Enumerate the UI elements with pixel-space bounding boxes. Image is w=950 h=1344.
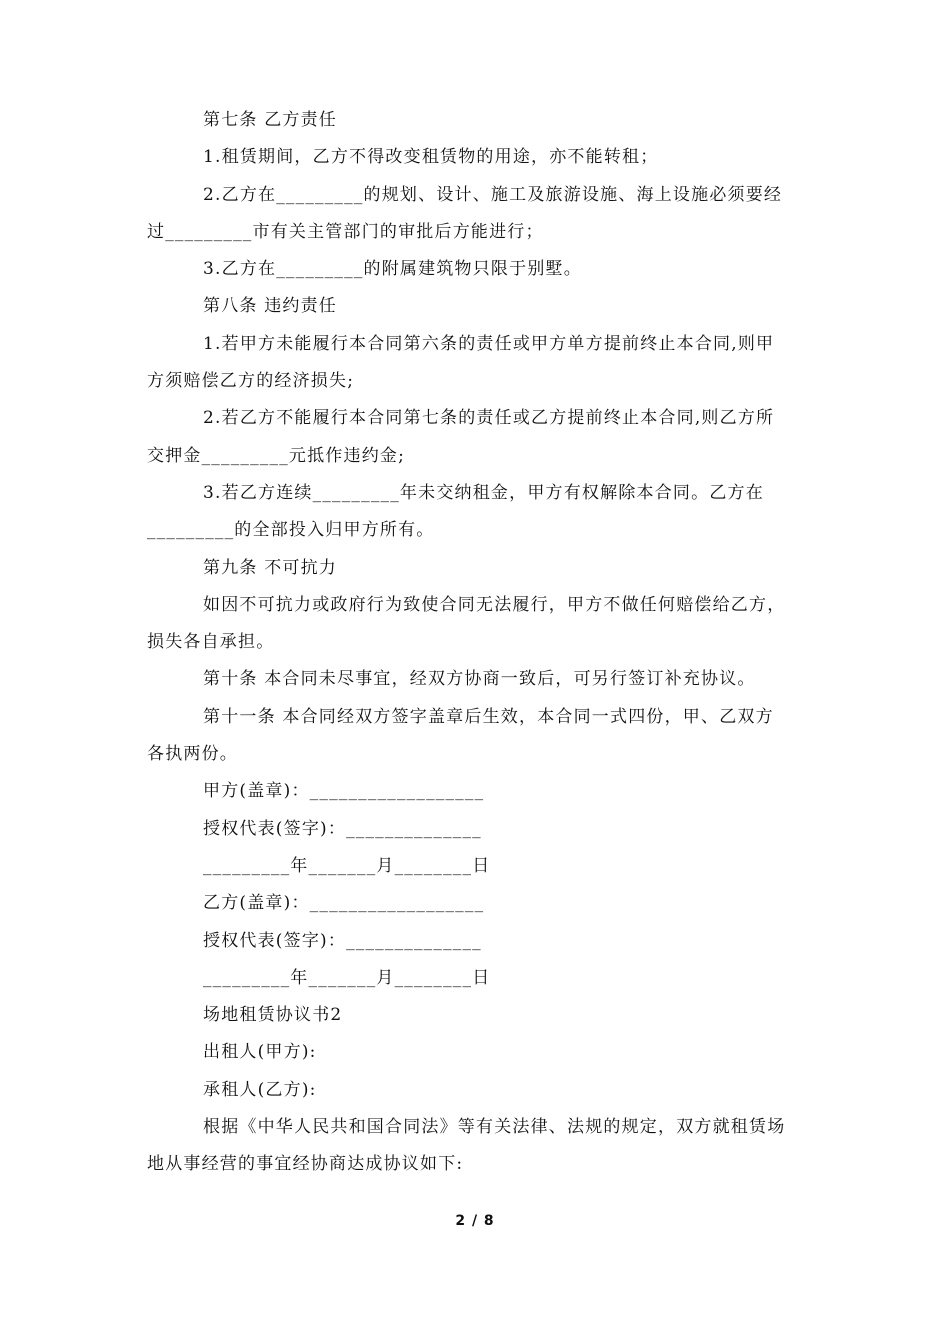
article-10: 第十条 本合同未尽事宜，经双方协商一致后，可另行签订补充协议。 [203,669,756,690]
article-8-clause-3: 3.若乙方连续_________年未交纳租金，甲方有权解除本合同。乙方在 [203,482,764,503]
article-8-clause-2: 2.若乙方不能履行本合同第七条的责任或乙方提前终止本合同,则乙方所 [203,408,775,429]
article-7-clause-1: 1.租赁期间，乙方不得改变租赁物的用途，亦不能转租； [203,147,659,168]
party-b-seal-line: 乙方(盖章)：__________________ [203,893,485,914]
article-8-clause-3-cont: _________的全部投入归甲方所有。 [147,520,435,541]
party-a-date-line: _________年_______月________日 [203,855,491,876]
article-11-cont: 各执两份。 [147,744,238,765]
page-number: 2 / 8 [455,1213,495,1229]
article-8-clause-1-cont: 方须赔偿乙方的经济损失; [147,371,355,392]
lessee-line: 承租人(乙方): [203,1079,317,1100]
party-b-date-line: _________年_______月________日 [203,967,491,988]
article-7-clause-3: 3.乙方在_________的附属建筑物只限于别墅。 [203,259,582,280]
party-a-representative-line: 授权代表(签字)：______________ [203,818,482,839]
party-a-seal-line: 甲方(盖章)：__________________ [203,781,485,802]
article-7-heading: 第七条 乙方责任 [203,110,338,130]
party-b-representative-line: 授权代表(签字)：______________ [203,930,482,951]
preamble: 根据《中华人民共和国合同法》等有关法律、法规的规定，双方就租赁场 [203,1117,786,1138]
document-body [147,102,817,1184]
article-7-clause-2-cont: 过_________市有关主管部门的审批后方能进行； [147,221,544,242]
article-9-heading: 第九条 不可抗力 [203,557,338,578]
article-9-body-cont: 损失各自承担。 [147,632,275,653]
article-7-clause-2: 2.乙方在_________的规划、设计、施工及旅游设施、海上设施必须要经 [203,184,783,205]
lessor-line: 出租人(甲方): [203,1042,317,1063]
agreement-2-title: 场地租赁协议书2 [203,1005,343,1026]
preamble-cont: 地从事经营的事宜经协商达成协议如下: [147,1154,464,1175]
article-8-clause-1: 1.若甲方未能履行本合同第六条的责任或甲方单方提前终止本合同,则甲 [203,333,775,354]
article-8-heading: 第八条 违约责任 [203,296,338,317]
article-9-body: 如因不可抗力或政府行为致使合同无法履行，甲方不做任何赔偿给乙方， [203,594,786,615]
article-11: 第十一条 本合同经双方签字盖章后生效，本合同一式四份，甲、乙双方 [203,706,774,727]
article-8-clause-2-cont: 交押金_________元抵作违约金; [147,445,406,466]
